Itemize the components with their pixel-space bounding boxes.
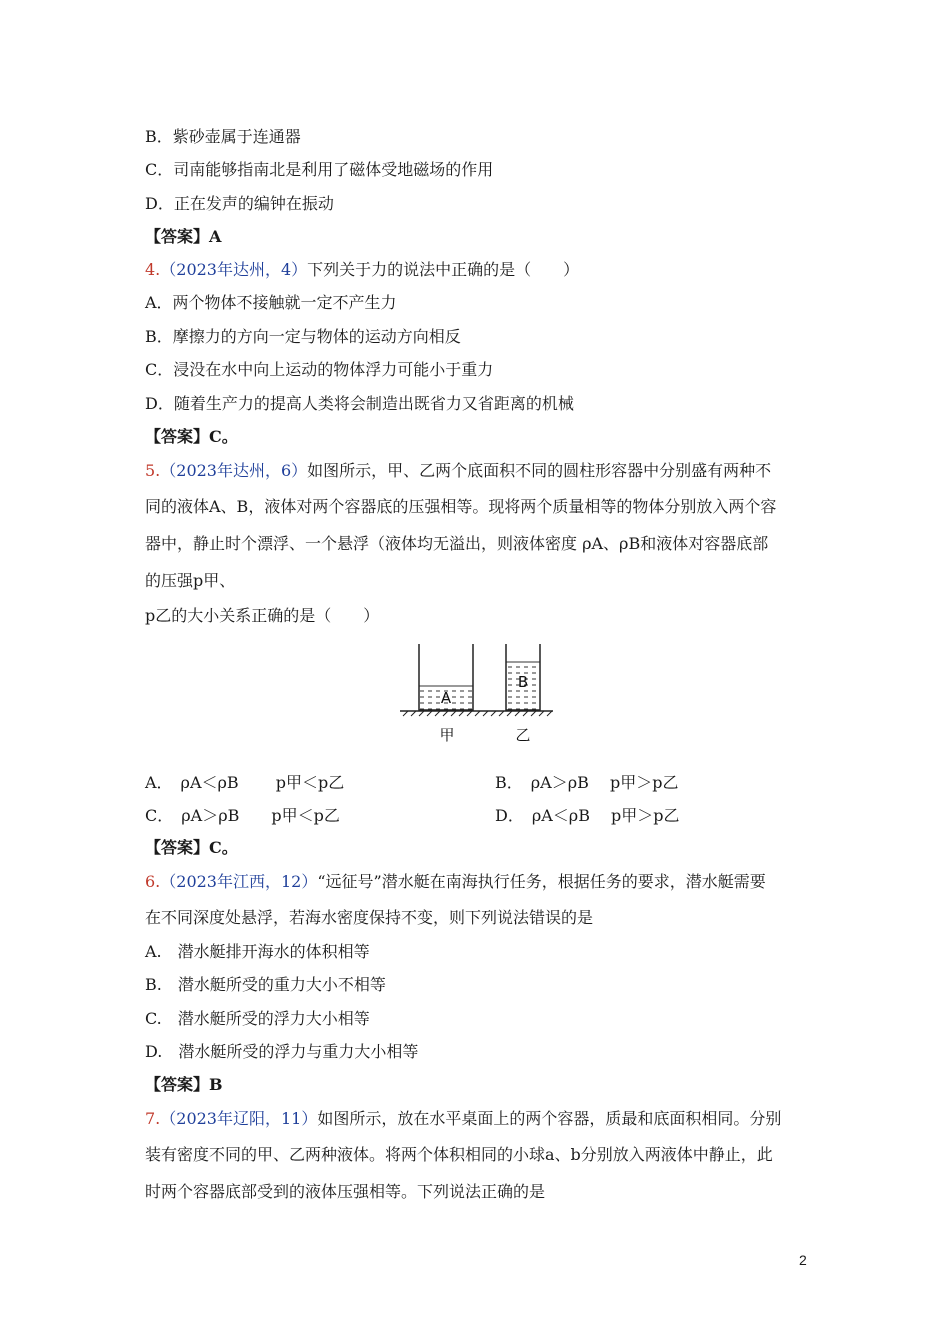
q3-option-d: D．正在发声的编钟在振动 [145,194,334,213]
q5-option-a: A． ρA＜ρB p甲＜p乙 [145,773,345,792]
q6-stem-text: “远征号”潜水艇在南海执行任务，根据任务的要求，潜水艇需要 [317,872,766,891]
q4-answer: 【答案】C。 [145,427,238,446]
q3-answer: 【答案】A [145,227,222,246]
q5-figure [395,640,555,748]
q5-stem-line4: 的压强p甲、 [145,571,236,590]
q4-option-a: A．两个物体不接触就一定不产生力 [145,293,397,312]
q5-option-d: D． ρA＜ρB p甲＞p乙 [495,806,680,825]
q3-option-b: B．紫砂壶属于连通器 [145,127,301,146]
q4-option-b: B．摩擦力的方向一定与物体的运动方向相反 [145,327,461,346]
label-yi: 乙 [515,726,531,744]
container-jia [419,644,473,710]
q6-stem-line2: 在不同深度处悬浮，若海水密度保持不变，则下列说法错误的是 [145,908,594,927]
q4-number: 4. [145,260,161,279]
q6-option-b: B. 潜水艇所受的重力大小不相等 [145,975,386,994]
liquid-b-label: B [517,673,529,691]
q5-stem-line3: 器中，静止时个漂浮、一个悬浮（液体均无溢出，则液体密度 ρA、ρB和液体对容器底部 [145,534,769,553]
q5-option-c: C． ρA＞ρB p甲＜p乙 [145,806,340,825]
q6-option-d: D. 潜水艇所受的浮力与重力大小相等 [145,1042,419,1061]
q5-source: （2023年达州，6） [160,461,308,480]
q7-stem-text: 如图所示，放在水平桌面上的两个容器，质最和底面积相同。分别 [317,1109,782,1128]
q7-source: （2023年辽阳，11） [160,1109,318,1128]
q4-option-c: C．浸没在水中向上运动的物体浮力可能小于重力 [145,360,494,379]
q6-option-c: C. 潜水艇所受的浮力大小相等 [145,1009,370,1028]
q6-number: 6. [145,872,161,891]
q7-stem-line1 [145,1109,781,1129]
q6-stem-line1 [145,872,766,892]
q7-number: 7. [145,1109,161,1128]
q6-source: （2023年江西，12） [160,872,318,891]
container-yi [506,644,540,710]
q5-answer: 【答案】C。 [145,838,238,857]
q5-stem-line1 [145,461,771,481]
label-jia: 甲 [439,726,455,744]
q5-stem-text: 如图所示，甲、乙两个底面积不同的圆柱形容器中分别盛有两种不 [307,461,772,480]
q5-option-b: B． ρA＞ρB p甲＞p乙 [495,773,679,792]
q4-stem [145,260,579,280]
q5-stem-line5: p乙的大小关系正确的是（ ） [145,606,380,625]
q7-stem-line3: 时两个容器底部受到的液体压强相等。下列说法正确的是 [145,1182,546,1201]
liquid-a-label: A [440,689,452,707]
q4-source: （2023年达州，4） [160,260,308,279]
q6-answer: 【答案】B [145,1075,223,1094]
q3-option-c: C．司南能够指南北是利用了磁体受地磁场的作用 [145,160,494,179]
q4-stem-text: 下列关于力的说法中正确的是（ ） [307,260,580,279]
q4-option-d: D．随着生产力的提高人类将会制造出既省力又省距离的机械 [145,394,574,413]
q6-option-a: A. 潜水艇排开海水的体积相等 [145,942,370,961]
q5-number: 5. [145,461,161,480]
page-number: 2 [799,1252,807,1268]
q7-stem-line2: 装有密度不同的甲、乙两种液体。将两个体积相同的小球a、b分别放入两液体中静止，此 [145,1145,773,1164]
q5-stem-line2: 同的液体A、B，液体对两个容器底的压强相等。现将两个质量相等的物体分别放入两个容 [145,497,777,516]
